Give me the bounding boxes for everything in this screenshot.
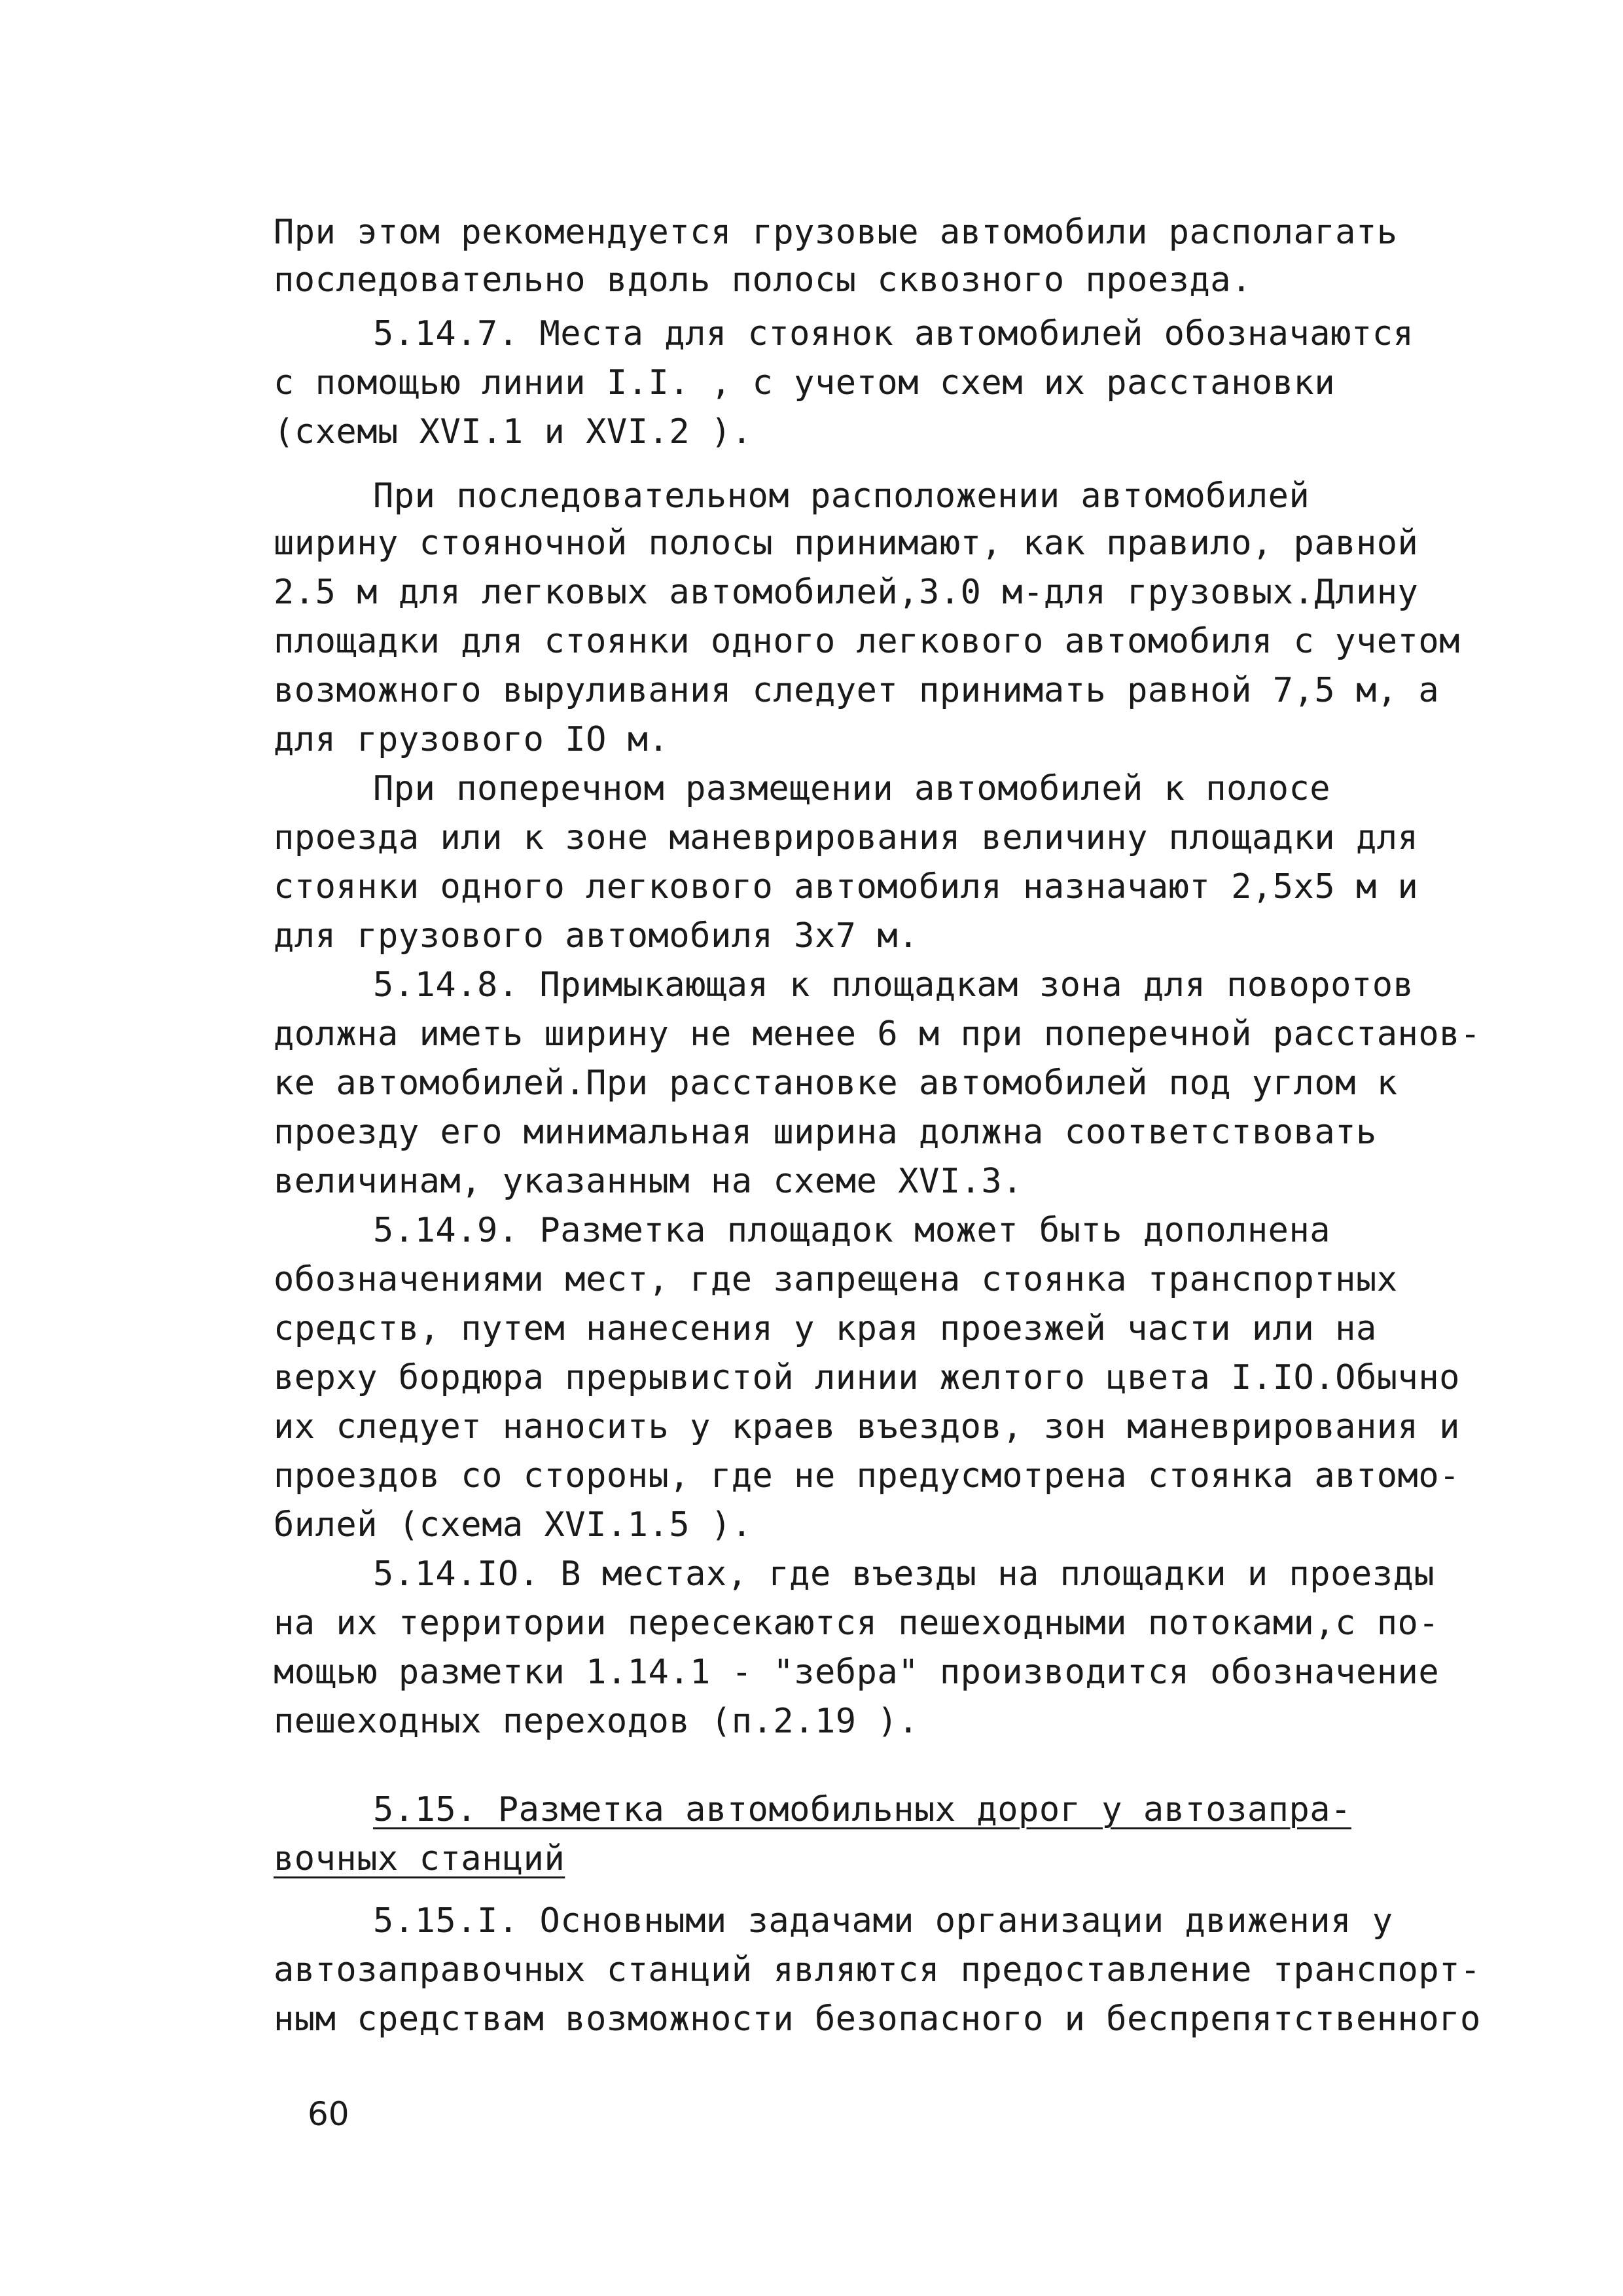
page-number: 60 [308, 2095, 349, 2133]
section-heading: вочных станций [274, 1839, 565, 1878]
text-line: мощью разметки 1.14.1 - "зебра" производится обозначение [274, 1653, 1440, 1692]
text-line: обозначениями мест, где запрещена стоянка транспортных [274, 1260, 1398, 1299]
text-line: 5.15.I. Основными задачами организации движения у [373, 1901, 1393, 1941]
text-line: стоянки одного легкового автомобиля назначают 2,5х5 м и [274, 867, 1419, 906]
text-line: на их территории пересекаются пешеходными потоками,с по- [274, 1604, 1440, 1643]
text-line: ширину стояночной полосы принимают, как правило, равной [274, 524, 1419, 563]
text-line: 5.14.8. Примыкающая к площадкам зона для поворотов [373, 965, 1414, 1005]
text-line: должна иметь ширину не менее 6 м при поперечной расстанов- [274, 1014, 1481, 1054]
text-line: 2.5 м для легковых автомобилей,3.0 м-для грузовых.Длину [274, 573, 1419, 612]
text-line: 5.14.9. Разметка площадок может быть дополнена [373, 1211, 1331, 1250]
text-line: для грузового автомобиля 3х7 м. [274, 916, 919, 956]
text-line: пешеходных переходов (п.2.19 ). [274, 1702, 919, 1741]
text-line: При поперечном размещении автомобилей к полосе [373, 769, 1331, 808]
text-line: ке автомобилей.При расстановке автомобилей под углом к [274, 1064, 1398, 1103]
text-line: с помощью линии I.I. , с учетом схем их расстановки [274, 363, 1336, 403]
text-line: ным средствам возможности безопасного и беспрепятственного [274, 2000, 1481, 2039]
text-line: билей (схема XVI.1.5 ). [274, 1505, 753, 1545]
section-heading: 5.15. Разметка автомобильных дорог у автозапра- [373, 1790, 1351, 1829]
text-line: верху бордюра прерывистой линии желтого цвета I.IO.Обычно [274, 1358, 1460, 1397]
text-line: их следует наносить у краев въездов, зон маневрирования и [274, 1407, 1460, 1446]
text-line: последовательно вдоль полосы сквозного проезда. [274, 260, 1252, 300]
text-line: для грузового IO м. [274, 720, 669, 759]
text-line: проездов со стороны, где не предусмотрена стоянка автомо- [274, 1456, 1460, 1496]
text-line: возможного выруливания следует принимать равной 7,5 м, а [274, 671, 1440, 710]
text-line: проезду его минимальная ширина должна соответствовать [274, 1113, 1377, 1152]
text-line: 5.14.7. Места для стоянок автомобилей обозначаются [373, 314, 1414, 353]
text-line: величинам, указанным на схеме XVI.3. [274, 1162, 1024, 1201]
text-line: При этом рекомендуется грузовые автомобили располагать [274, 213, 1398, 252]
text-line: автозаправочных станций являются предоставление транспорт- [274, 1950, 1481, 1990]
text-line: проезда или к зоне маневрирования величину площадки для [274, 818, 1419, 857]
text-line: При последовательном расположении автомобилей [373, 476, 1310, 516]
text-line: средств, путем нанесения у края проезжей части или на [274, 1309, 1377, 1348]
text-line: площадки для стоянки одного легкового автомобиля с учетом [274, 622, 1460, 661]
text-line: (схемы XVI.1 и XVI.2 ). [274, 412, 753, 452]
text-line: 5.14.IO. В местах, где въезды на площадки и проезды [373, 1554, 1435, 1594]
